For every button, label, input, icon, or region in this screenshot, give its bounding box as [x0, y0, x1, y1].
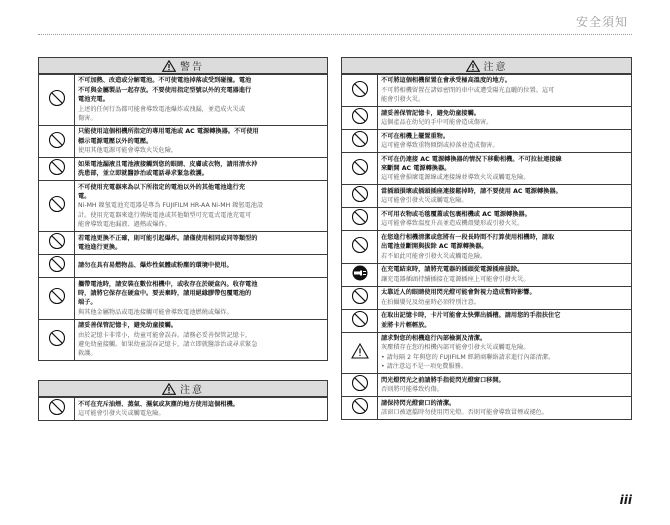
warning-triangle-icon — [162, 383, 176, 395]
safety-instruction: 如果電池漏液且電池液接觸到您的眼睛、皮膚或衣物，請用清水沖 — [78, 160, 258, 168]
safety-text — [378, 75, 632, 107]
safety-instruction: 不可在充斥油煙、蒸氣、濕氣或灰塵的地方使用這個相機。 — [78, 400, 239, 408]
safety-note: 能會導致電池漏液、過熱或爆炸。 — [78, 221, 171, 229]
safety-text — [378, 397, 632, 420]
safety-row — [39, 278, 328, 320]
safety-text — [75, 232, 328, 255]
safety-note: 使用其他電源可能會導致火災危險。 — [78, 147, 177, 155]
safety-text — [378, 332, 632, 374]
prohibited-icon — [39, 75, 75, 126]
caution-icon — [342, 397, 378, 420]
safety-row — [342, 332, 632, 374]
caution-box-title: 注意 — [180, 385, 204, 397]
safety-text — [75, 158, 328, 181]
safety-text — [75, 278, 328, 320]
safety-instruction: 不可將這個相機留置在會承受極高溫度的地方。 — [381, 77, 511, 85]
safety-instruction: 電池進行更換。 — [78, 244, 122, 252]
safety-instruction: 電池充電。 — [78, 96, 109, 104]
safety-note: 避免幼童接觸。如果幼童誤吞記憶卡，請立即就醫診治或尋求緊急 — [78, 341, 258, 349]
caution-icon — [39, 255, 75, 278]
safety-instruction: 太靠近人的眼睛使用閃光燈可能會對視力造成暫時影響。 — [381, 289, 536, 297]
caution-icon — [39, 158, 75, 181]
page-number: iii — [619, 493, 632, 507]
safety-instruction: 請妥善保管記憶卡，避免幼童接觸。 — [78, 322, 177, 330]
safety-note: 與其他金屬物品或電池接觸可能會導致電池燃燒或爆炸。 — [78, 308, 233, 316]
caution-icon — [39, 232, 75, 255]
safety-note: 能會引發火災。 — [381, 96, 425, 104]
safety-instruction: 標示電源電壓以外的電壓。 — [78, 137, 153, 145]
safety-instruction: 不可使用充電器來為以下所指定的電池以外的其他電池進行充 — [78, 183, 246, 191]
caution-icon — [342, 374, 378, 397]
header-divider — [38, 34, 632, 35]
safety-text — [75, 75, 328, 126]
safety-text — [378, 263, 632, 286]
safety-text — [378, 231, 632, 263]
safety-note: 計。使用充電器來進行傳統電池或其他類型可充電式電池充電可 — [78, 211, 252, 219]
safety-text — [378, 309, 632, 332]
safety-note: 該窗口被遮擋時勿使用閃光燈。否則可能會導致冒煙或褪色。 — [381, 409, 549, 417]
right-column — [341, 57, 632, 420]
safety-text — [75, 126, 328, 158]
safety-instruction: 請保持閃光燈窗口的清潔。 — [381, 399, 456, 407]
safety-row — [342, 231, 632, 263]
safety-instruction: 不可與金屬製品一起存放。不要使用指定型號以外的充電器進行 — [78, 86, 252, 94]
safety-instruction: 當插頭損壞或插頭插座連接鬆掉時，請不要使用 AC 電源轉換器。 — [381, 187, 562, 195]
warning-table — [38, 74, 328, 361]
safety-instruction: 不可加熱、改造或分解電池。不可使電池掉落或受到碰撞。電池 — [78, 77, 252, 85]
caution-icon — [342, 231, 378, 263]
safety-instruction: 出電池並斷開與拔除 AC 電源轉換器。 — [381, 243, 488, 251]
safety-row — [39, 232, 328, 255]
caution-box-title: 注意 — [483, 62, 508, 73]
safety-note: 這可能會引發火災或觸電危險。 — [78, 410, 165, 418]
safety-row — [342, 130, 632, 153]
safety-note: 讓充電器插頭持續插接在電源插座上可能會引發火災。 — [381, 275, 530, 283]
safety-instruction: 來斷開 AC 電源轉換器。 — [381, 165, 451, 173]
safety-row — [39, 255, 328, 278]
safety-note: Ni-MH 鎳氫電池充電器是專為 FUJIFILM HR-AA Ni-MH 鎳氫電池設 — [78, 202, 264, 210]
safety-instruction: 不可在相機上擺置重物。 — [381, 132, 450, 140]
safety-row — [342, 208, 632, 231]
safety-instruction: 請妥善保管記憶卡，避免幼童接觸。 — [381, 109, 480, 117]
caution-icon — [342, 107, 378, 130]
safety-text — [378, 374, 632, 397]
safety-row — [342, 185, 632, 208]
safety-note: • 請每隔 2 年與您的 FUJIFILM 經銷商聯絡請求進行內部清潔。 — [381, 353, 555, 361]
safety-row — [342, 75, 632, 107]
safety-note: 不可將相機留置在諸如密閉的車中或遭受陽光直曬的位置。這可 — [381, 86, 555, 94]
prohibited-icon — [342, 130, 378, 153]
prohibited-icon — [342, 208, 378, 231]
safety-note: • 請注意這不是一項免費服務。 — [381, 363, 468, 371]
safety-row — [342, 309, 632, 332]
prohibited-icon — [342, 153, 378, 185]
safety-text — [75, 181, 328, 232]
prohibited-icon — [342, 185, 378, 208]
safety-row — [342, 397, 632, 420]
left-column — [38, 57, 328, 421]
caution-icon — [39, 278, 75, 320]
safety-instruction: 在充電結束時，請將充電器的插頭從電源插座拔除。 — [381, 266, 524, 274]
safety-note: 這可能會導致溫度升高並造成機殼變形或引發火災。 — [381, 220, 524, 228]
safety-row — [39, 75, 328, 126]
caution-table — [341, 74, 632, 420]
caution-box-header — [38, 380, 328, 397]
safety-row — [39, 158, 328, 181]
safety-instruction: 請勿在具有易燃物品、爆炸性氣體或粉塵的環境中使用。 — [78, 262, 233, 270]
safety-instruction: 在取出記憶卡時，卡片可能會太快彈出插槽。請用您的手指扶住它 — [381, 312, 561, 320]
prohibited-icon — [342, 75, 378, 107]
safety-instruction: 只能使用這個相機所指定的專用電池或 AC 電源轉換器。不可使用 — [78, 128, 259, 136]
safety-instruction: 若電池更換不正確，則可能引起爆炸。請僅使用相同或同等類型的 — [78, 234, 258, 242]
safety-instruction: 攜帶電池時，請安裝在數位相機中，或收存在於硬盒內。收存電池 — [78, 280, 258, 288]
caution-table — [38, 397, 328, 421]
safety-note: 這可能會損壞電源線或連接線並導致火災或觸電危險。 — [381, 174, 530, 182]
safety-row — [39, 398, 328, 421]
safety-instruction: 請求對您的相機進行內部檢測及清潔。 — [381, 335, 487, 343]
safety-text — [378, 130, 632, 153]
safety-note: 傷害。 — [78, 115, 97, 123]
safety-note: 這個產品在幼兒的手中可能會造成傷害。 — [381, 119, 493, 127]
safety-text — [378, 153, 632, 185]
safety-text — [75, 255, 328, 278]
safety-instruction: 電。 — [78, 193, 91, 201]
safety-row — [39, 181, 328, 232]
safety-text — [75, 398, 328, 421]
safety-instruction: 不可在仍連接 AC 電源轉換器的情況下移動相機。不可拉扯連接線 — [381, 155, 562, 163]
warning-triangle-icon — [162, 60, 176, 72]
warning-box-header — [38, 57, 328, 74]
safety-text — [378, 286, 632, 309]
prohibited-icon — [342, 286, 378, 309]
safety-text — [378, 208, 632, 231]
safety-instruction: 端子。 — [78, 299, 97, 307]
safety-note: 這可能會導致重物傾倒或掉落並造成傷害。 — [381, 142, 499, 150]
safety-instruction: 並將卡片輕輕放。 — [381, 321, 431, 329]
safety-note: 若不如此可能會引發火災或觸電危險。 — [381, 252, 487, 260]
safety-note: 這可能會引發火災或觸電危險。 — [381, 197, 468, 205]
safety-row — [342, 153, 632, 185]
safety-instruction: 閃光燈閃光之前請將手指從閃光燈窗口移開。 — [381, 376, 505, 384]
safety-text — [378, 107, 632, 130]
page-header-title: 安全須知 — [575, 15, 628, 29]
prohibited-icon — [39, 398, 75, 421]
safety-row — [342, 263, 632, 286]
safety-instruction: 在您進行相機清潔或您將有一段長時間不打算使用相機時，請取 — [381, 233, 555, 241]
safety-row — [342, 286, 632, 309]
caution-icon — [39, 126, 75, 158]
safety-row — [39, 126, 328, 158]
safety-instruction: 時，請將它保存在硬盒中。要丟棄時，請用絕緣膠帶包覆電池的 — [78, 290, 252, 298]
unplug-icon — [342, 263, 378, 286]
safety-note: 在拍攝嬰兒及幼童時必須特別注意。 — [381, 298, 480, 306]
safety-note: 由於記憶卡非常小，幼童可能會誤吞。請務必妥善保管記憶卡， — [78, 331, 252, 339]
warning-icon — [342, 332, 378, 374]
safety-text — [75, 319, 328, 361]
caution-box-header — [341, 57, 632, 74]
safety-text — [378, 185, 632, 208]
safety-note: 上述的任何行為都可能會導致電池爆炸或洩漏，並造成火災或 — [78, 105, 246, 113]
safety-row — [342, 107, 632, 130]
safety-note: 否則將可能導致灼傷。 — [381, 386, 443, 394]
warning-box-title: 警告 — [180, 62, 204, 73]
safety-note: 灰塵積存在您的相機內部可能會引發火災或觸電危險。 — [381, 344, 530, 352]
safety-row — [39, 319, 328, 361]
safety-row — [342, 374, 632, 397]
caution-icon — [39, 319, 75, 361]
safety-instruction: 不可用衣物或毛毯覆蓋或包裹相機或 AC 電源轉換器。 — [381, 210, 531, 218]
caution-icon — [342, 309, 378, 332]
caution-icon — [39, 181, 75, 232]
safety-instruction: 洗患部，並立即就醫診治或電話尋求緊急救護。 — [78, 170, 208, 178]
safety-note: 救護。 — [78, 350, 97, 358]
warning-triangle-icon — [466, 60, 480, 72]
